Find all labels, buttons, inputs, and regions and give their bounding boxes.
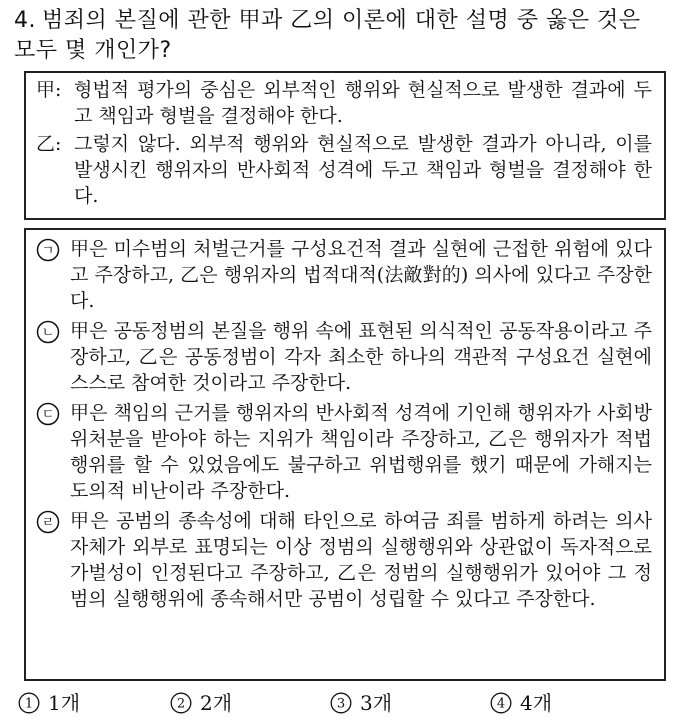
choice-number-4: 4 bbox=[496, 696, 506, 712]
statement-row-1 bbox=[36, 236, 652, 314]
circled-number-icon bbox=[330, 692, 352, 714]
theory-text-gap: 형법적 평가의 중심은 외부적인 행위와 현실적으로 발생한 결과에 두고 책임과 형벌을 결정해야 한다. bbox=[74, 79, 652, 127]
theory-row-gap bbox=[36, 77, 652, 129]
theories-box bbox=[24, 71, 666, 220]
choice-number-1: 1 bbox=[24, 696, 34, 712]
answer-choices bbox=[18, 689, 658, 721]
choice-label-2: 2개 bbox=[200, 691, 233, 715]
choice-label-1: 1개 bbox=[48, 691, 81, 715]
circled-marker-icon bbox=[36, 510, 62, 532]
statement-marker-4: ㄹ bbox=[41, 515, 55, 531]
statement-marker-1: ㄱ bbox=[41, 243, 55, 259]
choice-label-3: 3개 bbox=[360, 691, 393, 715]
circled-marker-icon bbox=[36, 402, 62, 424]
choice-label-4: 4개 bbox=[520, 691, 553, 715]
statement-marker-3: ㄷ bbox=[41, 407, 55, 423]
statement-marker-2: ㄴ bbox=[41, 325, 55, 341]
statements-box bbox=[24, 228, 666, 681]
statement-row-2 bbox=[36, 318, 652, 396]
statement-text-1: 甲은 미수범의 처벌근거를 구성요건적 결과 실현에 근접한 위험에 있다고 주장하고, 乙은 행위자의 법적대적(法敵對的) 의사에 있다고 주장한다. bbox=[70, 238, 652, 312]
statement-text-2: 甲은 공동정범의 본질을 행위 속에 표현된 의식적인 공동작용이라고 주장하고, 乙은 공동정범이 각자 최소한 하나의 객관적 구성요건 실현에 스스로 참여한 것이라고 주장한다. bbox=[70, 320, 652, 394]
statement-text-3: 甲은 책임의 근거를 행위자의 반사회적 성격에 기인해 행위자가 사회방위처분을 받아야 하는 지위가 책임이라 주장하고, 乙은 행위자가 적법행위를 할 수 있었음에도 불구하고 위법행위를 했기 때문에 가해지는 도의적 비난이라 주장한다. bbox=[70, 402, 652, 502]
circled-number-icon bbox=[490, 692, 512, 714]
answer-choice-2[interactable] bbox=[170, 689, 232, 717]
choice-number-3: 3 bbox=[336, 696, 346, 712]
circled-marker-icon bbox=[36, 238, 62, 260]
question-text: 범죄의 본질에 관한 甲과 乙의 이론에 대한 설명 중 옳은 것은 모두 몇 개인가? bbox=[14, 8, 641, 63]
circled-marker-icon bbox=[36, 320, 62, 342]
answer-choice-3[interactable] bbox=[330, 689, 392, 717]
theory-text-eul: 그렇지 않다. 외부적 행위와 현실적으로 발생한 결과가 아니라, 이를 발생시킨 행위자의 반사회적 성격에 두고 책임과 형벌을 결정해야 한다. bbox=[74, 133, 652, 207]
answer-choice-4[interactable] bbox=[490, 689, 552, 717]
choice-number-2: 2 bbox=[176, 696, 186, 712]
answer-choice-1[interactable] bbox=[18, 689, 80, 717]
circled-number-icon bbox=[170, 692, 192, 714]
theory-label-gap: 甲: bbox=[36, 79, 62, 101]
circled-number-icon bbox=[18, 692, 40, 714]
statement-row-3 bbox=[36, 400, 652, 504]
question-number: 4. bbox=[14, 8, 36, 33]
theory-row-eul bbox=[36, 131, 652, 209]
question-stem bbox=[14, 6, 666, 66]
statement-text-4: 甲은 공범의 종속성에 대해 타인으로 하여금 죄를 범하게 하려는 의사 자체가 외부로 표명되는 이상 정범의 실행행위와 상관없이 독자적으로 가벌성이 인정된다고 주장하고, 乙은 정범의 실행행위가 있어야 그 정범의 실행행위에 종속해서만 공범이 성립할 수 있다고 주장한다. bbox=[70, 510, 652, 610]
statement-row-4 bbox=[36, 508, 652, 612]
theory-label-eul: 乙: bbox=[36, 133, 62, 155]
